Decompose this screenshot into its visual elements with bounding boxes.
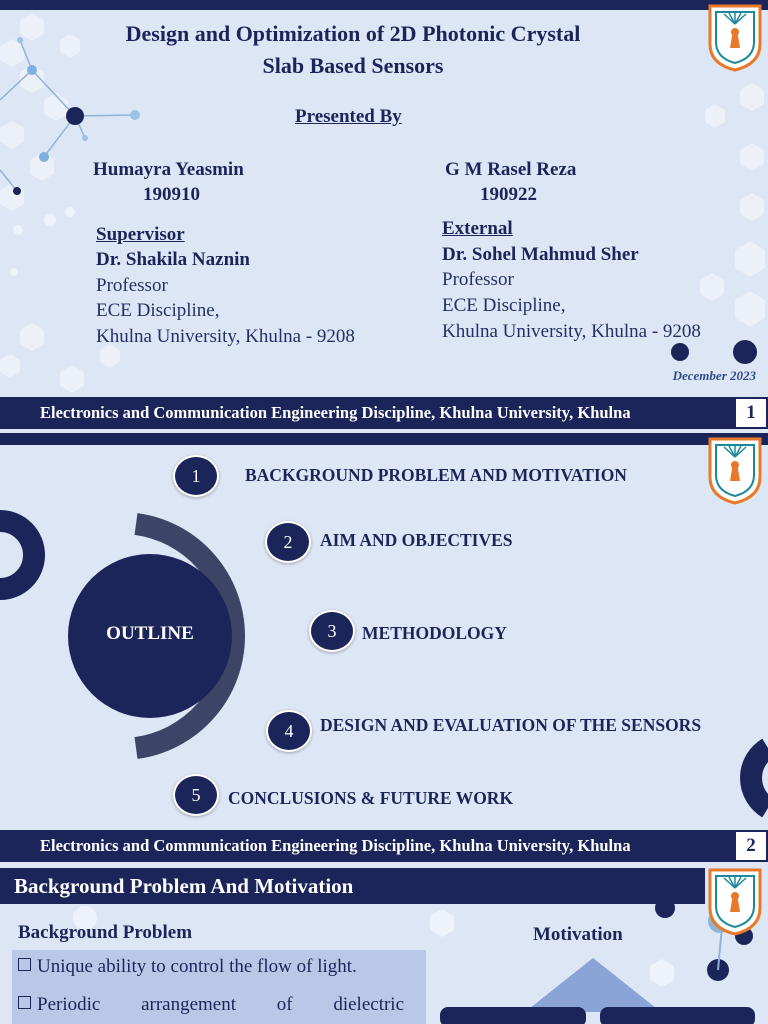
external-title: Professor: [442, 269, 514, 290]
outline-item-1[interactable]: BACKGROUND PROBLEM AND MOTIVATION: [245, 465, 627, 485]
motivation-heading: Motivation: [533, 924, 623, 945]
page-number: 1: [736, 399, 766, 427]
outline-number-5: 5: [173, 774, 219, 816]
author-2-name: G M Rasel Reza: [445, 159, 577, 180]
slide-title-line-2: Slab Based Sensors: [262, 53, 444, 78]
supervisor-dept: ECE Discipline,: [96, 300, 220, 321]
slide-title-line-1: Design and Optimization of 2D Photonic Crystal: [125, 21, 581, 46]
slide-1: [0, 0, 768, 430]
bullet-item-2: [18, 994, 418, 1016]
presented-by-label: Presented By: [295, 106, 402, 127]
supervisor-label: Supervisor: [96, 224, 185, 245]
presentation-date: December 2023: [672, 368, 756, 383]
outline-number-3: 3: [309, 610, 355, 652]
outline-number-4: 4: [266, 710, 312, 752]
outline-item-4[interactable]: DESIGN AND EVALUATION OF THE SENSORS: [320, 715, 702, 735]
external-label: External: [442, 218, 513, 239]
bullet-text-2: Periodic arrangement of dielectric: [37, 994, 405, 1015]
outline-number-1: 1: [173, 455, 219, 497]
supervisor-university: Khulna University, Khulna - 9208: [96, 326, 355, 347]
page-number: 2: [736, 832, 766, 860]
background-problem-heading: Background Problem: [18, 922, 193, 943]
author-1-id: 190910: [143, 184, 200, 205]
university-logo: [704, 866, 766, 936]
footer-text: Electronics and Communication Engineering Discipline, Khulna University, Khulna: [40, 836, 631, 855]
footer-bar: [0, 397, 768, 429]
outline-item-3[interactable]: METHODOLOGY: [362, 623, 507, 643]
section-heading: Background Problem And Motivation: [0, 868, 705, 904]
outline-item-2[interactable]: AIM AND OBJECTIVES: [320, 530, 513, 550]
external-university: Khulna University, Khulna - 9208: [442, 321, 701, 342]
bullet-item-1: [18, 956, 357, 978]
author-1-name: Humayra Yeasmin: [93, 159, 244, 180]
checkbox-bullet-icon: [18, 996, 31, 1009]
supervisor-title: Professor: [96, 275, 168, 296]
university-logo: [704, 2, 766, 72]
slide-2: [0, 433, 768, 863]
supervisor-name: Dr. Shakila Naznin: [96, 249, 250, 270]
bullet-text-1: Unique ability to control the flow of light.: [37, 956, 357, 977]
external-name: Dr. Sohel Mahmud Sher: [442, 244, 639, 265]
checkbox-bullet-icon: [18, 958, 31, 971]
author-2-id: 190922: [480, 184, 537, 205]
university-logo: [704, 435, 766, 505]
footer-text: Electronics and Communication Engineering Discipline, Khulna University, Khulna: [40, 403, 631, 422]
outline-center-label: OUTLINE: [106, 623, 194, 644]
footer-bar: [0, 830, 768, 862]
external-dept: ECE Discipline,: [442, 295, 566, 316]
outline-item-5[interactable]: CONCLUSIONS & FUTURE WORK: [228, 788, 514, 808]
outline-number-2: 2: [265, 521, 311, 563]
slide-3: [0, 866, 768, 1024]
